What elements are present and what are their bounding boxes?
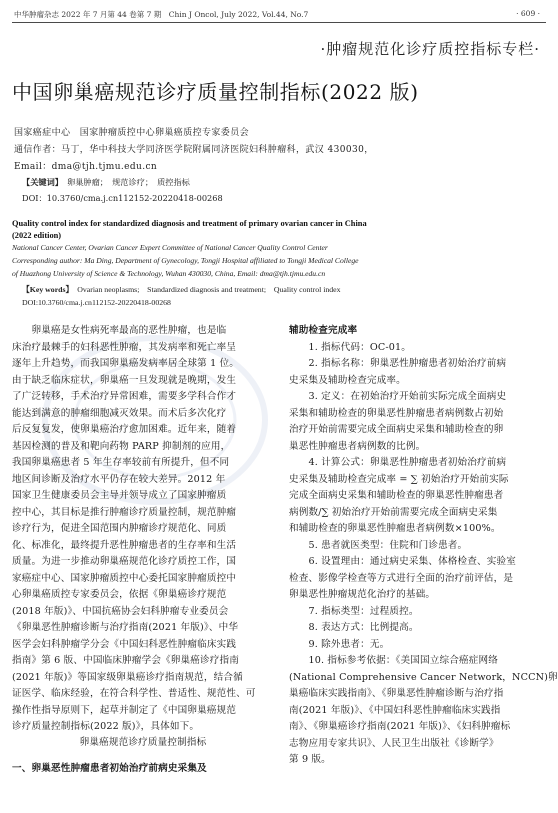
body-text-line: 证医学、临床经验，在符合科学性、普适性、规范性、可 — [12, 688, 256, 699]
body-text-line: 检查、影像学检查等方式进行全面的治疗前评估，是 — [289, 572, 514, 584]
corresponding-author-line: 通信作者：马丁，华中科技大学同济医学院附属同济医院妇科肿瘤科，武汉 430030， — [14, 145, 374, 155]
body-text-line: 5. 患者就医类型：住院和门诊患者。 — [289, 539, 468, 551]
body-text-line: 9. 除外患者：无。 — [289, 638, 390, 650]
body-text-line: 国家卫生健康委员会主导并领导成立了国家肿瘤质 — [12, 490, 227, 501]
body-text-line: 指南》第 6 版、中国临床肿瘤学会《卵巢癌诊疗指南 — [12, 655, 240, 666]
body-text-line: 和辅助检查的卵巢恶性肿瘤患者病例数×100%。 — [289, 523, 501, 534]
body-text-line: 2. 指标名称：卵巢恶性肿瘤患者初始治疗前病 — [289, 358, 507, 369]
body-text-line: 史采集及辅助检查完成率 = ∑ 初始治疗开始前实际 — [289, 473, 509, 485]
body-text-line: 治疗开始前需要完成全面病史采集和辅助检查的卵 — [289, 424, 504, 435]
body-text-line: 1. 指标代码：OC-01。 — [289, 341, 412, 353]
body-text-line: 了广泛转移，手术治疗异常困难，需要多学科合作才 — [12, 391, 237, 402]
cn-doi: DOI：10.3760/cma.j.cn112152-20220418-00268 — [22, 193, 223, 203]
cn-keywords — [22, 177, 190, 188]
body-text-line: 由于缺乏临床症状，卵巢癌一旦发现就是晚期，发生 — [12, 374, 237, 386]
body-text-line: 南》、《卵巢癌诊疗指南(2021 年版)》、《妇科肿瘤标 — [289, 721, 511, 732]
body-text-line: 10. 指标参考依据：《美国国立综合癌症网络 — [289, 655, 498, 666]
body-text-line: (National Comprehensive Cancer Network，NCCN)卵 — [289, 671, 558, 683]
body-text-line: 我国卵巢癌患者 5 年生存率较前有所提升，但不同 — [12, 457, 230, 468]
body-text-line: 后反复复发，使卵巢癌治疗愈加困难。近年来，随着 — [12, 424, 237, 435]
section-heading: 一、卵巢恶性肿瘤患者初始治疗前病史采集及 — [12, 763, 207, 774]
body-text-line: 卵巢恶性肿瘤规范化治疗的基础。 — [289, 589, 436, 600]
body-text-line: 医学会妇科肿瘤学分会《中国妇科恶性肿瘤临床实践 — [12, 638, 237, 650]
cn-keywords-label: 【关键词】 — [22, 177, 59, 187]
body-text-line: 采集和辅助检查的卵巢恶性肿瘤患者病例数占初始 — [289, 407, 504, 419]
body-text-line: 卵巢癌是女性病死率最高的恶性肿瘤，也是临 — [12, 325, 227, 336]
en-corresponding-line-1: Corresponding author: Ma Ding, Department of Gynecology, Tongji Hospital affiliated to Tongji Medical College — [12, 256, 359, 265]
body-text-line: 床治疗最棘手的妇科恶性肿瘤，其发病率和死亡率呈 — [12, 341, 237, 353]
body-text-line: 巢癌临床实践指南》、《卵巢恶性肿瘤诊断与治疗指 — [289, 688, 504, 699]
body-text-line: 志物应用专家共识》、人民卫生出版社《诊断学》 — [289, 737, 499, 749]
body-text-line: 操作性指导原则下，起草并制定了《中国卵巢癌规范 — [12, 704, 237, 716]
body-text-line: 7. 指标类型：过程质控。 — [289, 605, 419, 617]
body-text-line: (2018 年版)》、中国抗癌协会妇科肿瘤专业委员会 — [12, 605, 229, 617]
cn-keywords-text: 卵巢肿瘤； 规范诊疗； 质控指标 — [67, 177, 190, 187]
journal-header: 中华肿瘤杂志 2022 年 7 月第 44 卷第 7 期 Chin J Oncol, July 2022, Vol.44, No.7 — [14, 10, 309, 19]
body-text-line: 化、标准化，最终提升恶性肿瘤患者的生存率和生活 — [12, 539, 237, 551]
en-keywords — [22, 284, 341, 295]
body-text-line: 南(2021 年版)》、《中国妇科恶性肿瘤临床实践指 — [289, 704, 501, 716]
body-text-line: 《卵巢恶性肿瘤诊断与治疗指南(2021 年版)》、中华 — [12, 622, 239, 633]
en-author-line: National Cancer Center, Ovarian Cancer Expert Committee of National Cancer Quality Control Center — [12, 243, 328, 252]
page-number: · 609 · — [516, 9, 540, 18]
body-text-line: 控中心，其目标是推行肿瘤诊疗质量控制，规范肿瘤 — [12, 506, 237, 518]
indicator-list-heading: 卵巢癌规范诊疗质量控制指标 — [79, 737, 207, 748]
body-text-line: 诊疗行为，促进全国范围内肿瘤诊疗规范化、同质 — [12, 523, 227, 534]
en-doi: DOI:10.3760/cma.j.cn112152-20220418-00268 — [22, 298, 171, 307]
body-text-line: 心卵巢癌质控专家委员会，依据《卵巢癌诊疗规范 — [12, 589, 227, 600]
body-text-line: 史采集及辅助检查完成率。 — [289, 374, 406, 386]
body-text-line: 地区间诊断及治疗水平仍存在较大差异。2012 年 — [12, 473, 226, 485]
en-corresponding-line-2: of Huazhong University of Science & Technology, Wuhan 430030, China, Email: dma@tjh.tjmu.edu.cn — [12, 269, 326, 278]
body-text-line: 第 9 版。 — [289, 754, 331, 765]
body-text-line: 8. 表达方式：比例提高。 — [289, 622, 419, 633]
en-keywords-label: 【Key words】 — [22, 285, 70, 294]
en-title-line-1: Quality control index for standardized diagnosis and treatment of primary ovarian cancer in China — [12, 219, 367, 228]
body-text-line: 质量。为进一步推动卵巢癌规范化诊疗质控工作，国 — [12, 556, 237, 567]
body-text-line: 病例数/∑ 初始治疗开始前需要完成全面病史采集 — [289, 506, 498, 518]
body-text-line: 诊疗质量控制指标(2022 版)》，具体如下。 — [12, 721, 200, 732]
header-rule — [12, 22, 546, 23]
article-title: 中国卵巢癌规范诊疗质量控制指标(2022 版) — [12, 80, 419, 104]
body-text-line: 基因检测的普及和靶向药物 PARP 抑制剂的应用， — [12, 440, 231, 452]
body-text-line: 3. 定义：在初始治疗开始前实际完成全面病史 — [289, 391, 507, 402]
body-text-line: (2021 年版)》等国家级卵巢癌诊疗指南规范，结合循 — [12, 671, 243, 683]
body-text-line: 逐年上升趋势，而我国卵巢癌发病率居全球第 1 位。 — [12, 358, 240, 369]
body-text-line: 4. 计算公式：卵巢恶性肿瘤患者初始治疗前病 — [289, 457, 507, 468]
author-line: 国家癌症中心 国家肿瘤质控中心卵巢癌质控专家委员会 — [14, 128, 250, 138]
body-text-line: 辅助检查完成率 — [289, 325, 358, 336]
body-text-line: 能达到满意的肿瘤细胞减灭效果。而术后多次化疗 — [12, 407, 227, 419]
body-text-line: 家癌症中心、国家肿瘤质控中心委托国家肿瘤质控中 — [12, 572, 237, 584]
email-line: Email：dma@tjh.tjmu.edu.cn — [14, 162, 158, 172]
en-title-line-2: (2022 edition) — [12, 231, 62, 240]
body-text-line: 6. 设置理由：通过病史采集、体格检查、实验室 — [289, 556, 517, 567]
body-text-line: 巢恶性肿瘤患者病例数的比例。 — [289, 440, 426, 452]
en-keywords-text: Ovarian neoplasms; Standardized diagnosis and treatment; Quality control index — [77, 285, 341, 294]
column-tag: ·肿瘤规范化诊疗质控指标专栏· — [320, 40, 540, 58]
body-text-line: 完成全面病史采集和辅助检查的卵巢恶性肿瘤患者 — [289, 490, 504, 501]
